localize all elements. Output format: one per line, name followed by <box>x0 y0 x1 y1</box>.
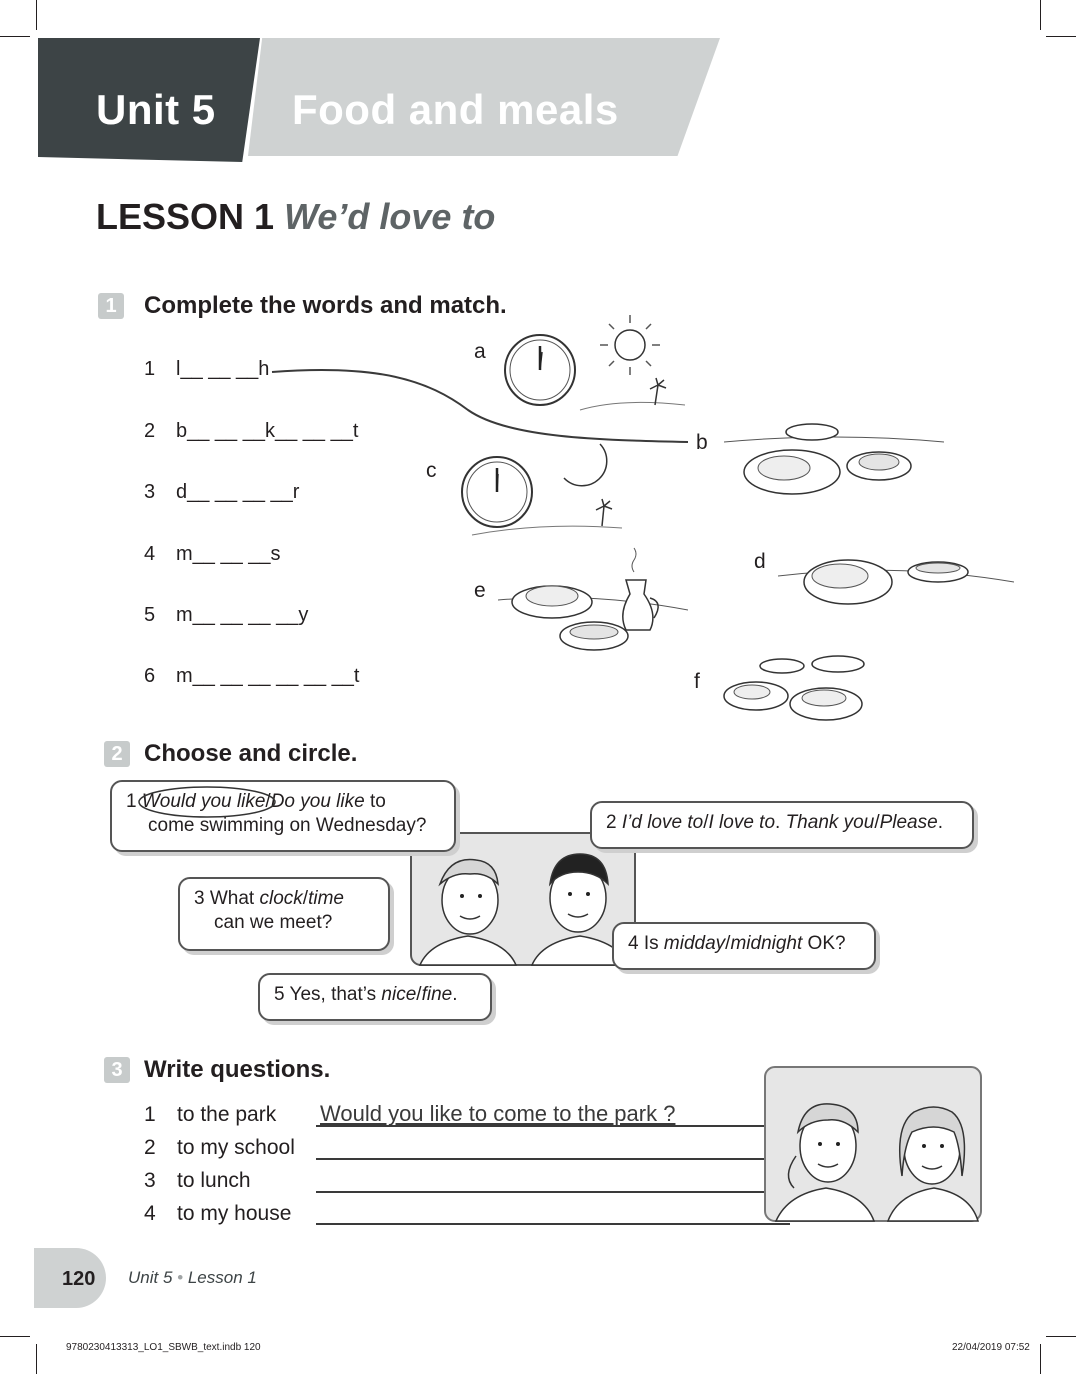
option-i-love-to[interactable]: I love to <box>708 812 776 833</box>
bubble-number: 5 <box>274 984 285 1005</box>
item-number: 6 <box>144 665 156 687</box>
bubble-text: . <box>452 984 458 1005</box>
bubble-text: . <box>775 812 786 833</box>
exercise-3-number: 3 <box>104 1057 130 1083</box>
crop-mark <box>1040 0 1041 30</box>
bubble-text-line2: can we meet? <box>214 912 333 933</box>
speech-bubble-1 <box>110 780 456 852</box>
bubble-text: Yes, that’s <box>289 984 382 1005</box>
item-number: 1 <box>144 1103 156 1126</box>
item-number: 4 <box>144 543 156 565</box>
bubble-number: 3 <box>194 888 205 909</box>
word-gaps: b__ __ __k__ __ __t <box>176 420 359 442</box>
answer-line-1-text[interactable]: Would you like to come to the park ? <box>320 1101 676 1126</box>
question-prompt: to lunch <box>177 1169 251 1192</box>
crop-mark <box>0 36 30 37</box>
picture-letter-b: b <box>696 431 708 454</box>
moon-icon <box>564 444 607 486</box>
question-prompt: to my school <box>177 1136 295 1159</box>
exercise-2-number: 2 <box>104 741 130 767</box>
option-please[interactable]: Please <box>879 812 938 833</box>
crop-mark <box>0 1336 30 1337</box>
option-time[interactable]: time <box>308 888 344 909</box>
word-gaps: m__ __ __ __y <box>176 604 309 626</box>
picture-letter-a: a <box>474 340 486 363</box>
bubble-text: Is <box>643 933 664 954</box>
bubble-text: What <box>209 888 260 909</box>
print-date-info: 22/04/2019 07:52 <box>952 1342 1030 1353</box>
food-plate-icon <box>804 560 968 604</box>
item-number: 4 <box>144 1202 156 1225</box>
option-midnight[interactable]: midnight <box>730 933 803 954</box>
question-prompt: to the park <box>177 1103 277 1126</box>
item-number: 2 <box>144 420 156 442</box>
crop-mark <box>1046 1336 1076 1337</box>
boys-illustration <box>410 832 636 966</box>
option-thank-you[interactable]: Thank you <box>785 812 875 833</box>
food-plate-icon <box>744 424 911 494</box>
question-item-2 <box>144 1136 295 1160</box>
option-nice[interactable]: nice <box>381 984 417 1005</box>
item-number: 1 <box>144 358 156 380</box>
word-item-1[interactable] <box>144 358 269 381</box>
palm-tree-icon <box>650 378 666 405</box>
crop-mark <box>36 1344 37 1374</box>
answer-circle <box>136 785 278 819</box>
option-fine[interactable]: fine <box>421 984 453 1005</box>
speech-bubble-4 <box>612 922 876 970</box>
option-separator: / <box>703 812 709 833</box>
picture-letter-d: d <box>754 550 766 573</box>
unit-label: Unit 5 <box>96 86 216 133</box>
lesson-heading <box>96 196 495 238</box>
bubble-number: 2 <box>606 812 617 833</box>
answer-line-1[interactable] <box>316 1125 790 1127</box>
item-number: 3 <box>144 1169 156 1192</box>
exercise-1-title: Complete the words and match. <box>144 292 507 319</box>
word-item-4[interactable] <box>144 543 281 566</box>
option-midday[interactable]: midday <box>663 933 726 954</box>
sun-icon <box>600 315 660 375</box>
exercise-3-title: Write questions. <box>144 1056 331 1083</box>
footer-lesson: Lesson 1 <box>187 1268 257 1287</box>
food-plate-icon <box>512 586 628 650</box>
footer-unit: Unit 5 <box>128 1268 173 1287</box>
item-number: 5 <box>144 604 156 626</box>
word-item-5[interactable] <box>144 604 308 627</box>
picture-b-food[interactable] <box>724 420 944 502</box>
option-clock[interactable]: clock <box>259 888 303 909</box>
picture-letter-f: f <box>694 670 700 693</box>
option-separator: / <box>265 791 271 812</box>
crop-mark <box>1046 36 1076 37</box>
option-circled[interactable] <box>142 790 266 814</box>
picture-f-food[interactable] <box>716 650 896 726</box>
clock-icon <box>462 457 532 527</box>
picture-d-food[interactable] <box>778 548 1014 612</box>
picture-c-midnight[interactable] <box>452 440 642 540</box>
jug-icon <box>623 548 658 630</box>
item-number: 2 <box>144 1136 156 1159</box>
speech-bubble-3 <box>178 877 390 951</box>
answer-line-4[interactable] <box>316 1223 790 1225</box>
bubble-number: 1 <box>126 791 137 812</box>
speech-bubble-2 <box>590 801 974 849</box>
picture-e-food[interactable] <box>498 544 688 656</box>
clock-icon <box>505 335 575 405</box>
word-item-6[interactable] <box>144 665 359 688</box>
bubble-number: 4 <box>628 933 639 954</box>
bubble-text: to <box>364 791 386 812</box>
option-separator: / <box>725 933 731 954</box>
bubble-text: OK? <box>802 933 846 954</box>
unit-title: Food and meals <box>292 86 619 133</box>
bubble-text-line2: come swimming on Wednesday? <box>148 815 427 836</box>
picture-letter-c: c <box>426 459 437 482</box>
option-separator: / <box>874 812 880 833</box>
crop-mark <box>36 0 37 30</box>
item-number: 3 <box>144 481 156 503</box>
exercise-2-title: Choose and circle. <box>144 740 358 767</box>
crop-mark <box>1040 1344 1041 1374</box>
question-item-3 <box>144 1169 251 1193</box>
bubble-text: . <box>937 812 943 833</box>
question-item-1 <box>144 1103 276 1127</box>
footer-bullet: • <box>177 1268 184 1287</box>
option-would-you-like[interactable]: Would you like <box>141 791 266 812</box>
picture-a-midday[interactable] <box>500 310 690 420</box>
girls-illustration <box>764 1066 982 1222</box>
question-item-4 <box>144 1202 291 1226</box>
word-gaps: l__ __ __h <box>176 358 270 380</box>
word-gaps: m__ __ __s <box>176 543 281 565</box>
option-id-love-to[interactable]: I’d love to <box>621 812 704 833</box>
speech-bubble-5 <box>258 973 492 1021</box>
word-gaps: d__ __ __ __r <box>176 481 300 503</box>
answer-line-2[interactable] <box>316 1158 790 1160</box>
picture-letter-e: e <box>474 579 486 602</box>
lesson-subtitle: We’d love to <box>284 196 496 237</box>
option-separator: / <box>416 984 422 1005</box>
word-item-3[interactable] <box>144 481 299 504</box>
exercise-1-number: 1 <box>98 293 124 319</box>
palm-tree-icon <box>596 499 612 526</box>
page-number: 120 <box>62 1268 96 1290</box>
food-plate-icon <box>724 656 864 720</box>
question-prompt: to my house <box>177 1202 292 1225</box>
print-file-info: 9780230413313_LO1_SBWB_text.indb 120 <box>66 1342 261 1353</box>
word-gaps: m__ __ __ __ __ __t <box>176 665 360 687</box>
answer-line-3[interactable] <box>316 1191 790 1193</box>
lesson-label: LESSON 1 <box>96 196 275 237</box>
footer-lesson-ref <box>128 1268 257 1288</box>
option-do-you-like[interactable]: Do you like <box>270 791 365 812</box>
option-separator: / <box>302 888 309 909</box>
